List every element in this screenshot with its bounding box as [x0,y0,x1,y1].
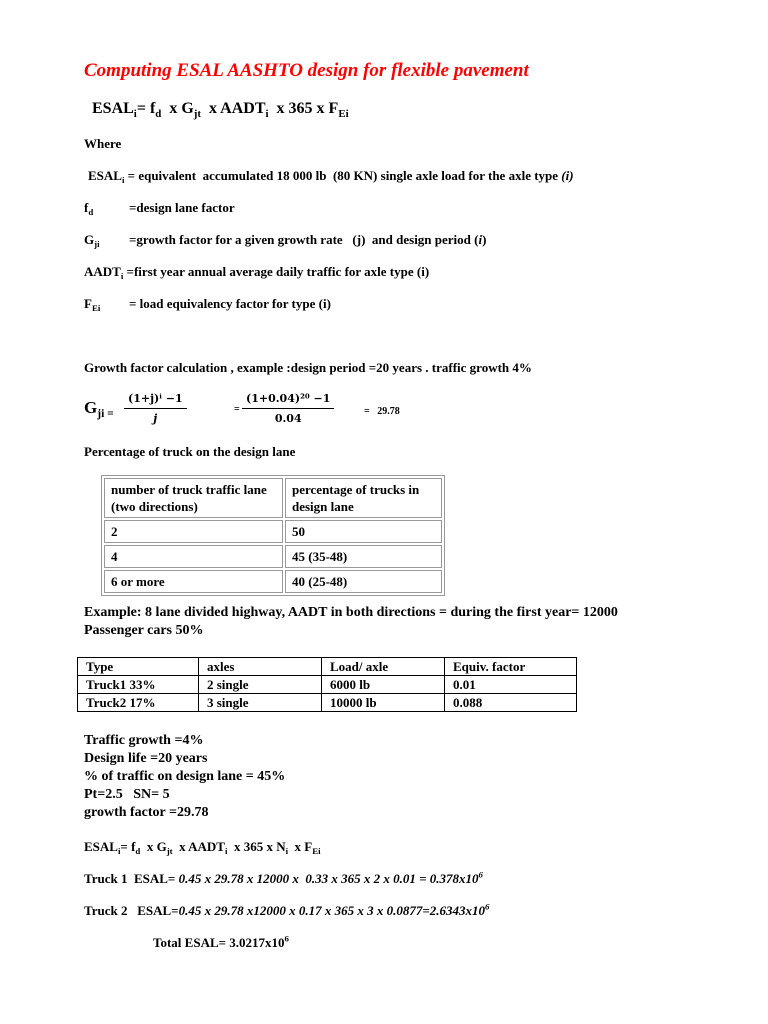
lane-heading: Percentage of truck on the design lane [84,444,296,459]
parameter-line: Design life =20 years [84,751,208,766]
table-cell: 2 [104,520,283,543]
table-row [78,676,577,694]
table-header-cell: Load/ axle [322,658,445,676]
parameter-line: growth factor =29.78 [84,805,209,820]
esal-detailed-formula: $ESAL_i= f_d$ x $G_{jt}$ x $AADT_i$ x 365 x $N_i$ x $F_{Ei}$ [84,839,321,857]
growth-value-denominator: 0.04 [274,412,302,425]
growth-value-numerator: (1+0.04)²⁰ −1 [242,392,334,409]
truck-type-table [77,657,577,712]
lane-percentage-table [101,475,445,596]
growth-formula-fraction [124,392,187,425]
table-cell: 40 (25-48) [285,570,442,593]
growth-result: = 29.78 [364,406,400,417]
growth-formula-numerator: (1+j)ⁱ −1 [124,392,187,409]
table-cell: 0.01 [445,676,577,694]
table-header-cell: percentage of trucks in design lane [285,478,442,518]
table-cell: Truck1 33% [78,676,199,694]
table-header-cell: axles [199,658,322,676]
truck2-esal-calculation: Truck 2 ESAL=0.45 x 29.78 x12000 x 0.17 x 365 x 3 x $0.0877=2.6343x10^6$ [84,901,490,918]
design-parameters [84,732,285,822]
parameter-line: Pt=2.5 SN= 5 [84,787,170,802]
table-cell: 0.088 [445,694,577,712]
table-cell: 6 or more [104,570,283,593]
growth-formula-denominator: j [153,412,158,425]
table-row [104,570,442,593]
example-line-2: Passenger cars 50% [84,623,204,638]
growth-heading: Growth factor calculation , example :design period =20 years . traffic growth 4% [84,360,532,375]
growth-value-fraction [242,392,334,425]
table-cell: 45 (35-48) [285,545,442,568]
fd-definition-text: =design lane factor [129,200,235,215]
growth-gji-label: $G_{ji =}$ [84,398,114,421]
table-row [78,658,577,676]
table-cell: 3 single [199,694,322,712]
gji-definition-text: =growth factor for a given growth rate (j) and design period (i) [129,232,487,247]
table-header-cell: Equiv. factor [445,658,577,676]
table-cell: 6000 lb [322,676,445,694]
aadt-definition: $AADT_i$ =first year annual average daily traffic for axle type (i) [84,264,430,282]
table-row [78,694,577,712]
parameter-line: Traffic growth =4% [84,733,204,748]
table-header-cell: number of truck traffic lane (two directions) [104,478,283,518]
growth-equals: = [234,404,240,415]
where-label: Where [84,136,122,151]
table-row [104,545,442,568]
table-row [104,520,442,543]
table-cell: Truck2 17% [78,694,199,712]
fei-definition-label: $F_{Ei}$ [84,296,101,314]
truck1-esal-calculation: Truck 1 ESAL= 0.45 x 29.78 x 12000 x 0.33 x 365 x 2 x $0.01 = 0.378x10^6$ [84,869,483,886]
table-header-cell: Type [78,658,199,676]
table-cell: 10000 lb [322,694,445,712]
table-cell: 50 [285,520,442,543]
gji-definition-label: $G_{ji}$ [84,232,100,250]
table-cell: 2 single [199,676,322,694]
page-title: Computing ESAL AASHTO design for flexible pavement [84,60,529,81]
total-esal: Total ESAL= $3.0217x10^6$ [153,933,289,950]
fei-definition-text: = load equivalency factor for type (i) [129,296,331,311]
table-row [104,478,442,518]
esal-definition: $ESAL_i$ = equivalent accumulated 18 000 lb (80 KN) single axle load for the axle type (i) [88,168,574,186]
example-line-1: Example: 8 lane divided highway, AADT in both directions = during the first year= 12000 [84,605,618,620]
table-cell: 4 [104,545,283,568]
esal-main-formula: $ESAL_i= f_d$ x $G_{jt}$ x $AADT_i$ x 365 x $F_{Ei}$ [92,100,349,120]
parameter-line: % of traffic on design lane = 45% [84,769,286,784]
fd-definition-label: $f_d$ [84,200,94,218]
